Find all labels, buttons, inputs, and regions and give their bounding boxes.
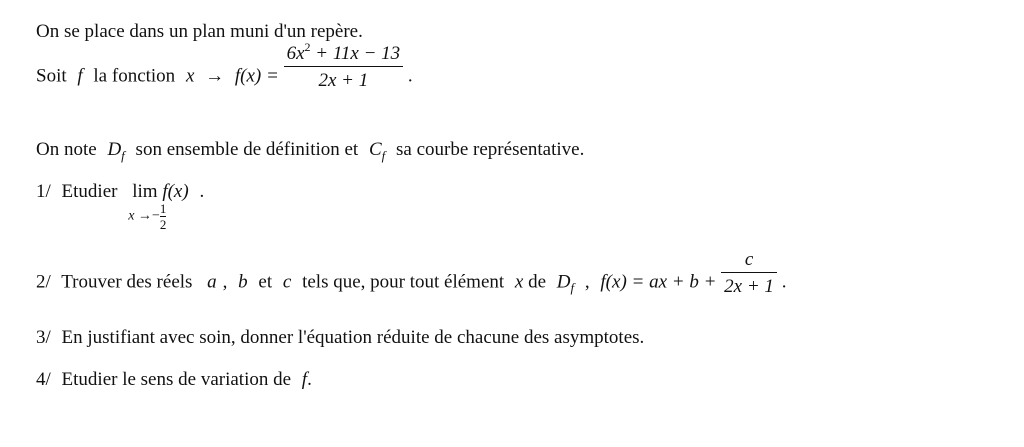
question-2: 2/ Trouver des réels a , b et c tels que, pour tout élément x de $D_f$ , f(x) = ax + b + $\frac{c}{2x + 1}$ . (36, 249, 787, 297)
var-c: c (282, 271, 292, 293)
q4-number: 4/ (36, 369, 51, 390)
exponent: 2 (304, 40, 311, 54)
var-a: a (207, 271, 217, 293)
q1-number: 1/ (36, 181, 51, 202)
q3-text: En justifiant avec soin, donner l'équation réduite de chacune des asymptotes. (61, 327, 645, 348)
question-4: 4/ Etudier le sens de variation de f. (36, 369, 312, 390)
fraction-numerator: $6x^2 + 11x - 13$ (286, 40, 401, 64)
var-b: b (238, 271, 248, 293)
fraction-denominator: 2x + 1 (318, 70, 369, 91)
intro-line (36, 22, 363, 41)
q2-fraction: $\frac{c}{2x + 1}$ (721, 250, 777, 296)
q2-text-1: Trouver des réels (61, 271, 193, 293)
q2-number: 2/ (36, 271, 51, 293)
q2-text-2: tels que, pour tout élément (302, 271, 505, 293)
fx-equals: f(x) = (234, 65, 279, 87)
q2-equation: f(x) = ax + b + (600, 271, 717, 293)
function-name: f (77, 65, 83, 87)
function-definition (36, 40, 413, 91)
soit-text: Soit (36, 65, 67, 87)
function-fraction (284, 40, 404, 91)
la-fonction-text: la fonction (93, 65, 176, 87)
end-period: . (407, 65, 413, 87)
domain-symbol: D (107, 139, 122, 160)
limit-operator: lim $x \to-\frac{1}{2}$ (128, 181, 167, 232)
limit-subscript: $x \to-\frac{1}{2}$ (128, 201, 167, 232)
question-1: 1/ Etudier lim $x \to-\frac{1}{2}$ f(x) . (36, 181, 205, 232)
q1-text: Etudier (61, 181, 118, 202)
q4-text: Etudier le sens de variation de (61, 369, 292, 390)
q1-fx: f(x) (162, 181, 189, 202)
question-3 (36, 328, 644, 347)
maps-to-arrow: → (205, 65, 225, 87)
q3-number: 3/ (36, 327, 51, 348)
notation-line: On note $D_f$ son ensemble de définition et $C_f$ sa courbe représentative. (36, 139, 585, 163)
domain-symbol-2: D (556, 271, 571, 293)
notation-text-3: sa courbe représentative. (396, 139, 585, 160)
curve-symbol: C (368, 139, 382, 160)
intro-text: On se place dans un plan muni d'un repère. (36, 21, 363, 42)
limit-fraction: $\frac{1}{2}$ (159, 201, 167, 232)
notation-text-1: On note (36, 139, 97, 160)
variable-x: x (185, 65, 195, 87)
notation-text-2: son ensemble de définition et (135, 139, 359, 160)
